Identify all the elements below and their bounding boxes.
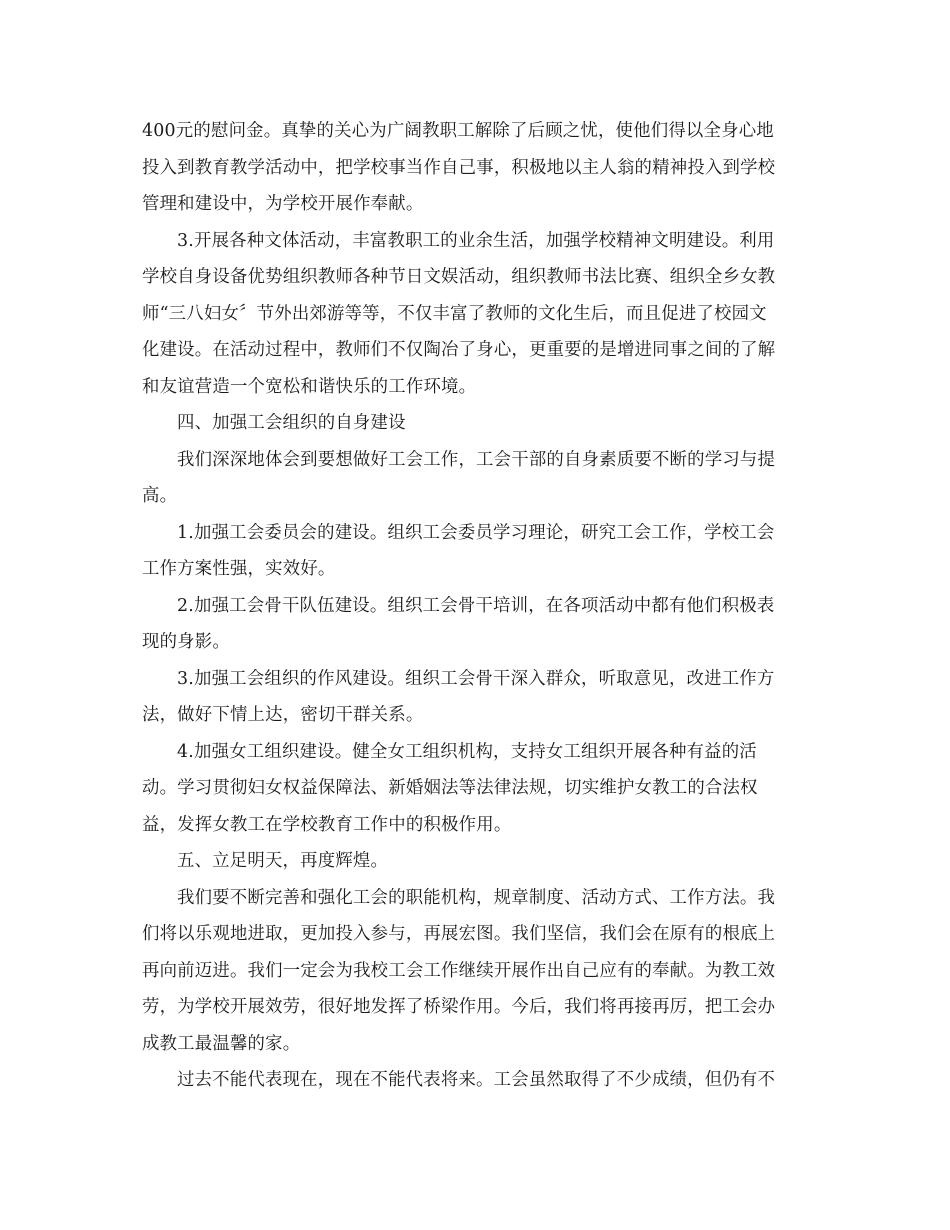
text-line: 四、加强工会组织的自身建设 (177, 413, 406, 433)
text-line: 益，发挥女教工在学校教育工作中的积极作用。 (142, 814, 512, 835)
text-line: 化建设。在活动过程中，教师们不仅陶冶了身心，更重要的是增进同事之间的了解 (142, 340, 776, 360)
text-line: 我们要不断完善和强化工会的职能机构，规章制度、活动方式、工作方法。我 (177, 887, 776, 908)
text-line: 过去不能代表现在，现在不能代表将来。工会虽然取得了不少成绩，但仍有不 (177, 1070, 776, 1090)
text-line: 高。 (142, 486, 178, 506)
text-line: 和友谊营造一个宽松和谐快乐的工作环境。 (142, 376, 477, 397)
text-line: 投入到教育教学活动中，把学校事当作自己事，积极地以主人翁的精神投入到学校 (142, 157, 776, 178)
text-line: 1.加强工会委员会的建设。组织工会委员学习理论，研究工会工作，学校工会 (177, 522, 775, 543)
text-line: 五、立足明天，再度辉煌。 (177, 851, 389, 871)
text-line: 3.开展各种文体活动，丰富教职工的业余生活，加强学校精神文明建设。利用 (177, 230, 775, 251)
text-line: 我们深深地体会到要想做好工会工作，工会干部的自身素质要不断的学习与提 (177, 449, 776, 470)
text-line: 2.加强工会骨干队伍建设。组织工会骨干培训，在各项活动中都有他们积极表 (177, 595, 775, 616)
text-line: 动。学习贯彻妇女权益保障法、新婚姻法等法律法规，切实维护女教工的合法权 (142, 778, 758, 798)
text-line: 3.加强工会组织的作风建设。组织工会骨干深入群众，听取意见，改进工作方 (177, 668, 775, 689)
text-line: 们将以乐观地进取，更加投入参与，再展宏图。我们坚信，我们会在原有的根底上 (142, 924, 776, 944)
document-page (142, 113, 812, 1099)
text-line: 劳，为学校开展效劳，很好地发挥了桥梁作用。今后，我们将再接再厉，把工会办 (142, 997, 776, 1017)
text-line: 400元的慰问金。真挚的关心为广阔教职工解除了后顾之忧，使他们得以全身心地 (142, 121, 774, 141)
text-line: 工作方案性强，实效好。 (142, 559, 336, 579)
text-line: 再向前迈进。我们一定会为我校工会工作继续开展作出自己应有的奉献。为教工效 (142, 960, 776, 981)
text-line: 法，做好下情上达，密切干群关系。 (142, 705, 424, 725)
text-line: 4.加强女工组织建设。健全女工组织机构，支持女工组织开展各种有益的活 (177, 741, 757, 762)
text-line: 管理和建设中，为学校开展作奉献。 (142, 194, 424, 214)
text-line: 现的身影。 (142, 632, 230, 652)
text-line: 成教工最温馨的家。 (142, 1033, 301, 1054)
text-line: 学校自身设备优势组织教师各种节日文娱活动，组织教师书法比赛、组织全乡女教 (142, 267, 776, 287)
text-line: 师“三八妇女〞节外出郊游等等，不仅丰富了教师的文化生后，而且促进了校园文 (142, 303, 767, 324)
